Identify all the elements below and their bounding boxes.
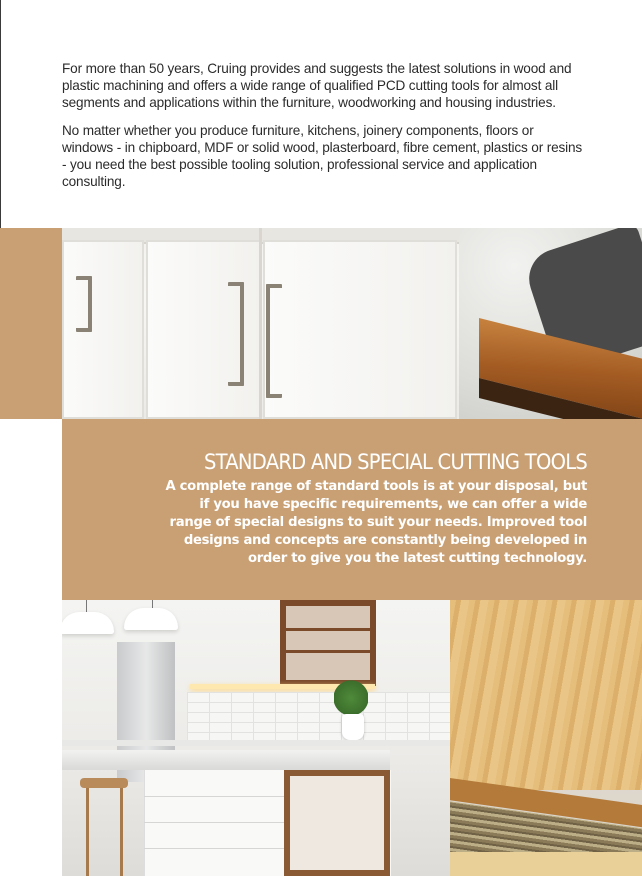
cabinet-handle xyxy=(76,276,92,332)
kitchen-cabinet-photo xyxy=(62,228,459,419)
banner-text xyxy=(160,450,587,568)
banner-title: STANDARD AND SPECIAL CUTTING TOOLS xyxy=(203,450,587,474)
wood-table-photo xyxy=(459,228,642,419)
intro-paragraph-2: No matter whether you produce furniture, kitchens, joinery components, floors or windows - in chipboard, MDF or solid wood, plasterboard, fibre cement, plastics or resins - you need the best possible tooling solution, professional service and application consulting. xyxy=(62,123,583,189)
intro-text xyxy=(62,60,587,201)
page-edge-rule xyxy=(0,0,1,228)
wood-panel-samples-photo xyxy=(450,600,642,876)
modern-kitchen-photo xyxy=(62,600,450,876)
banner-body: A complete range of standard tools is at your disposal, but if you have specific requirements, we can offer a wide range of special designs to suit your needs. Improved tool designs and concepts are constantly being developed in order to give you the latest cutting technology. xyxy=(165,479,587,566)
accent-block-left xyxy=(0,228,62,419)
intro-paragraph-1: For more than 50 years, Cruing provides and suggests the latest solutions in wood and plastic machining and offers a wide range of qualified PCD cutting tools for almost all segments and applications within the furniture, woodworking and housing industries. xyxy=(62,61,572,110)
cabinet-handle xyxy=(228,282,244,386)
cabinet-handle xyxy=(266,284,282,398)
